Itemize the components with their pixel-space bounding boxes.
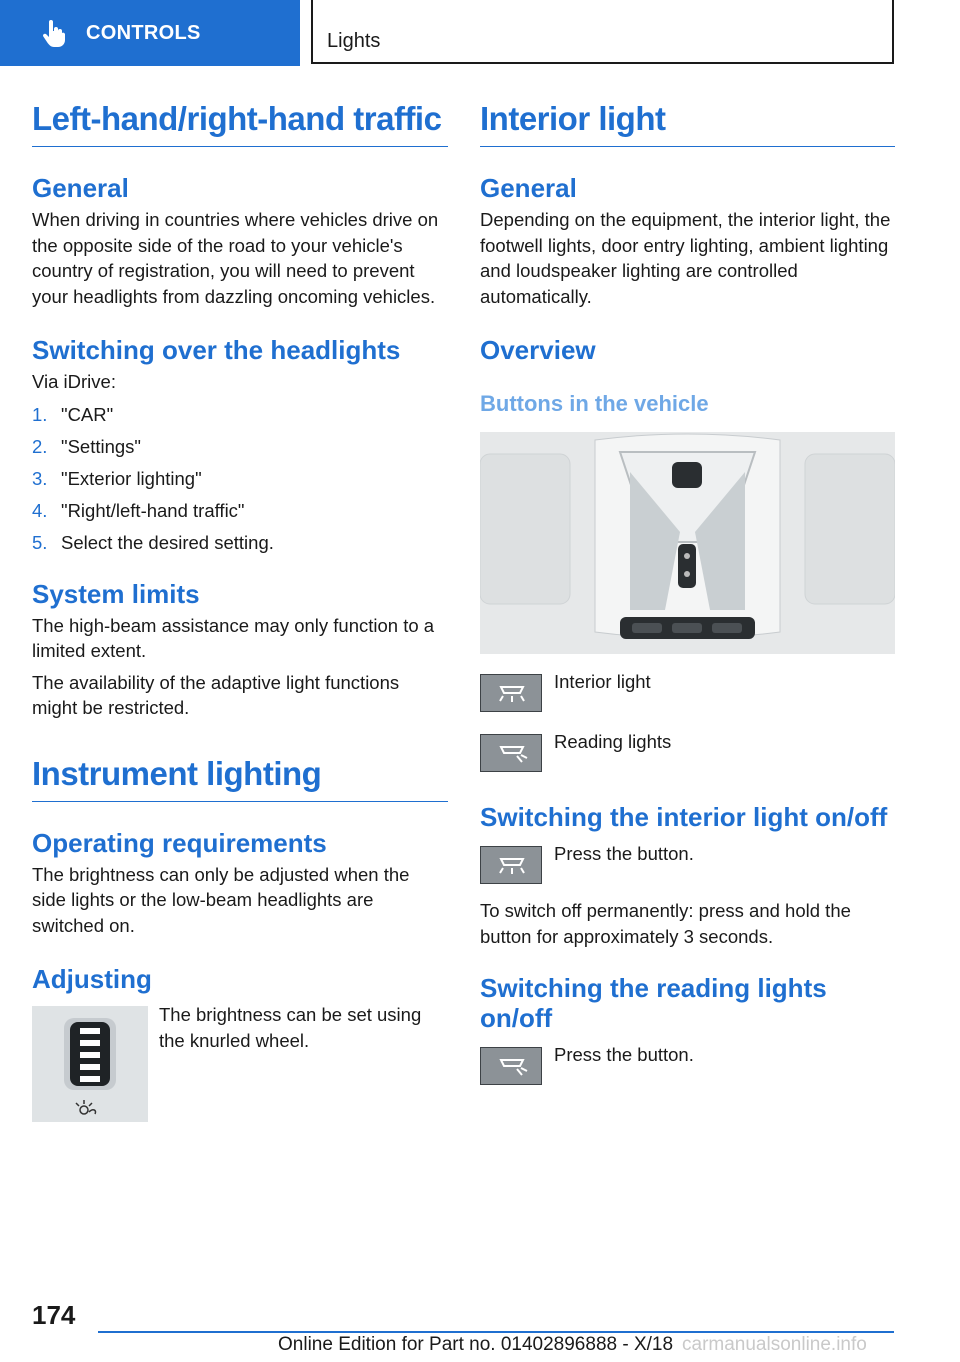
steps-list: [32, 399, 448, 559]
heading-overview: Overview: [480, 335, 596, 365]
opreq-text: The brightness can only be adjusted when the side lights or the low-beam headlights are switched on.: [32, 863, 410, 936]
section-title-interior-light: Interior light: [480, 100, 895, 147]
heading-system-limits: System limits: [32, 578, 200, 609]
left-column: [32, 100, 448, 1122]
limits-text-1: The high-beam assistance may only function to a limited extent.: [32, 614, 435, 661]
heading-adjusting: Adjusting: [32, 964, 152, 994]
limits-text-2: The availability of the adaptive light functions might be restricted.: [32, 671, 400, 718]
adjust-row: [32, 1006, 448, 1122]
general-text-right: Depending on the equipment, the interior light, the footwell lights, door entry lighting, ambient lighting and loudspeaker lighting are controlled automatically.: [480, 209, 891, 307]
heading-operating-requirements: Operating requirements: [32, 827, 327, 858]
via-idrive: Via iDrive:: [32, 371, 116, 392]
reading-lights-row: [480, 731, 895, 772]
list-item: 2. "Settings": [32, 435, 141, 457]
overhead-console-image: [480, 432, 895, 654]
list-item: 3. "Exterior lighting": [32, 467, 202, 489]
press-button-text-1: Press the button.: [554, 843, 694, 864]
heading-switching-headlights: Switching over the headlights: [32, 335, 401, 365]
list-item: 4. "Right/left-hand traffic": [32, 499, 245, 521]
interior-press-row: [480, 843, 895, 884]
reading-light-icon: [480, 734, 542, 772]
interior-light-icon: [480, 846, 542, 884]
section-title-instrument: Instrument lighting: [32, 755, 448, 802]
reading-light-icon: [480, 1047, 542, 1085]
interior-light-label: Interior light: [554, 671, 651, 692]
general-text: When driving in countries where vehicles drive on the opposite side of the road to your vehicle's country of registration, you will need to prevent your headlights from dazzling oncoming vehicles.: [32, 209, 439, 307]
list-item: 5. Select the desired setting.: [32, 531, 274, 553]
edition-text: Online Edition for Part no. 01402896888 - X/18: [278, 1334, 674, 1355]
heading-switching-interior: Switching the interior light on/off: [480, 802, 888, 832]
switch-off-text: To switch off permanently: press and hold the button for approximately 3 seconds.: [480, 900, 851, 947]
footer-divider: [98, 1331, 894, 1333]
heading-general: General: [32, 173, 129, 203]
heading-general-right: General: [480, 173, 577, 203]
watermark: carmanualsonline.info: [682, 1334, 867, 1355]
chapter-label: Lights: [327, 30, 381, 52]
heading-switching-reading: Switching the reading lights on/off: [480, 973, 827, 1033]
reading-lights-label: Reading lights: [554, 731, 672, 752]
reading-press-row: [480, 1044, 895, 1085]
interior-light-icon: [480, 674, 542, 712]
press-button-text-2: Press the button.: [554, 1044, 694, 1065]
adjust-text: The brightness can be set using the knurled wheel.: [159, 1004, 422, 1051]
heading-buttons-in-vehicle: Buttons in the vehicle: [480, 391, 709, 416]
chapter-header: [311, 0, 894, 64]
section-title-traffic: Left-hand/right-hand traffic: [32, 100, 448, 147]
knurled-wheel-image: [32, 1006, 148, 1122]
page-number: 174: [32, 1300, 76, 1330]
list-item: 1. "CAR": [32, 403, 114, 425]
section-tab: [0, 0, 300, 66]
interior-light-row: [480, 671, 895, 712]
section-label: CONTROLS: [86, 21, 201, 44]
hand-pointer-icon: [40, 19, 68, 47]
right-column: [480, 100, 895, 1085]
